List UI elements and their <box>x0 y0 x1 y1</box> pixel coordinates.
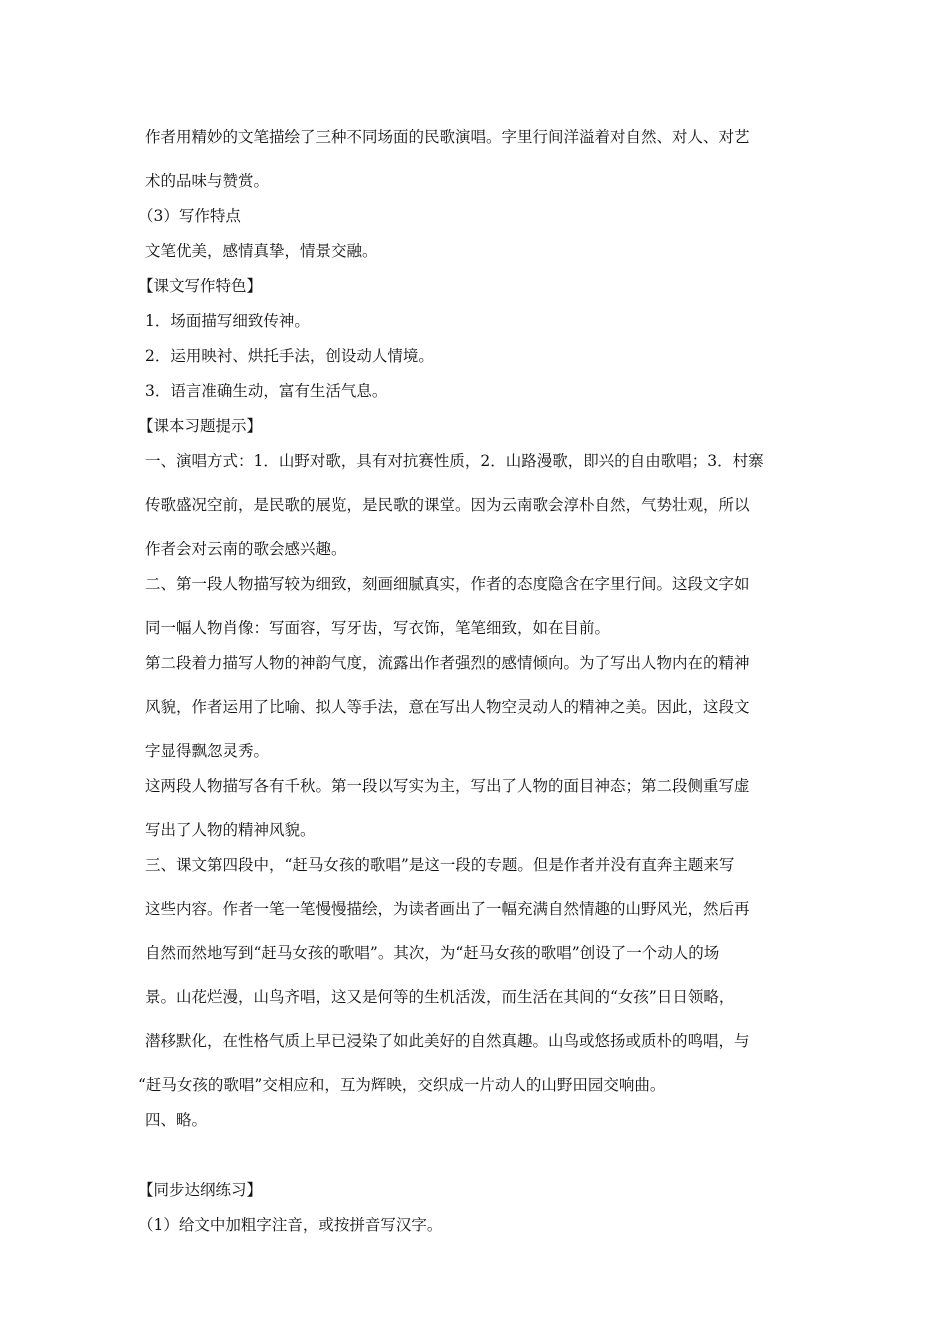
paragraph-line: 三、课文第四段中，“赶马女孩的歌唱”是这一段的专题。但是作者并没有直奔主题来写 <box>145 856 735 874</box>
paragraph-line: 自然而然地写到“赶马女孩的歌唱”。其次，为“赶马女孩的歌唱”创设了一个动人的场 <box>145 944 720 962</box>
paragraph-line: 这些内容。作者一笔一笔慢慢描绘，为读者画出了一幅充满自然情趣的山野风光，然后再 <box>145 900 750 918</box>
section-heading: 【课文写作特色】 <box>138 277 263 295</box>
exercise-item: （1）给文中加粗字注音，或按拼音写汉字。 <box>138 1216 443 1234</box>
paragraph-line: 一、演唱方式：1．山野对歌，具有对抗赛性质，2．山路漫歌，即兴的自由歌唱；3．村寨 <box>145 452 764 470</box>
paragraph-line: 文笔优美，感情真挚，情景交融。 <box>145 242 378 260</box>
paragraph-line: 作者会对云南的歌会感兴趣。 <box>145 540 347 558</box>
paragraph-line: 潜移默化，在性格气质上早已浸染了如此美好的自然真趣。山鸟或悠扬或质朴的鸣唱，与 <box>145 1032 750 1050</box>
paragraph-line: 第二段着力描写人物的神韵气度，流露出作者强烈的感情倾向。为了写出人物内在的精神 <box>145 654 750 672</box>
paragraph-line: 这两段人物描写各有千秋。第一段以写实为主，写出了人物的面目神态；第二段侧重写虚 <box>145 777 750 795</box>
paragraph-line: 四、略。 <box>145 1111 208 1129</box>
list-item: 1．场面描写细致传神。 <box>145 312 310 330</box>
list-item: 2．运用映衬、烘托手法，创设动人情境。 <box>145 347 434 365</box>
section-heading: （3）写作特点 <box>138 207 241 225</box>
paragraph-line: 二、第一段人物描写较为细致，刻画细腻真实，作者的态度隐含在字里行间。这段文字如 <box>145 575 750 593</box>
paragraph-line: 写出了人物的精神风貌。 <box>145 821 316 839</box>
paragraph-line: 同一幅人物肖像：写面容，写牙齿，写衣饰，笔笔细致，如在目前。 <box>145 619 611 637</box>
paragraph-line: “赶马女孩的歌唱”交相应和，互为辉映，交织成一片动人的山野田园交响曲。 <box>138 1076 666 1094</box>
paragraph-line: 风貌，作者运用了比喻、拟人等手法，意在写出人物空灵动人的精神之美。因此，这段文 <box>145 698 750 716</box>
paragraph-line: 字显得飘忽灵秀。 <box>145 742 270 760</box>
paragraph-line: 术的品味与赞赏。 <box>145 172 270 190</box>
paragraph-line: 景。山花烂漫，山鸟齐唱，这又是何等的生机活泼，而生活在其间的“女孩”日日领略， <box>145 988 735 1006</box>
section-heading: 【课本习题提示】 <box>138 417 263 435</box>
paragraph-line: 传歌盛况空前，是民歌的展览，是民歌的课堂。因为云南歌会淳朴自然，气势壮观，所以 <box>145 496 750 514</box>
section-heading: 【同步达纲练习】 <box>138 1181 263 1199</box>
list-item: 3．语言准确生动，富有生活气息。 <box>145 382 388 400</box>
paragraph-line: 作者用精妙的文笔描绘了三种不同场面的民歌演唱。字里行间洋溢着对自然、对人、对艺 <box>145 128 750 146</box>
